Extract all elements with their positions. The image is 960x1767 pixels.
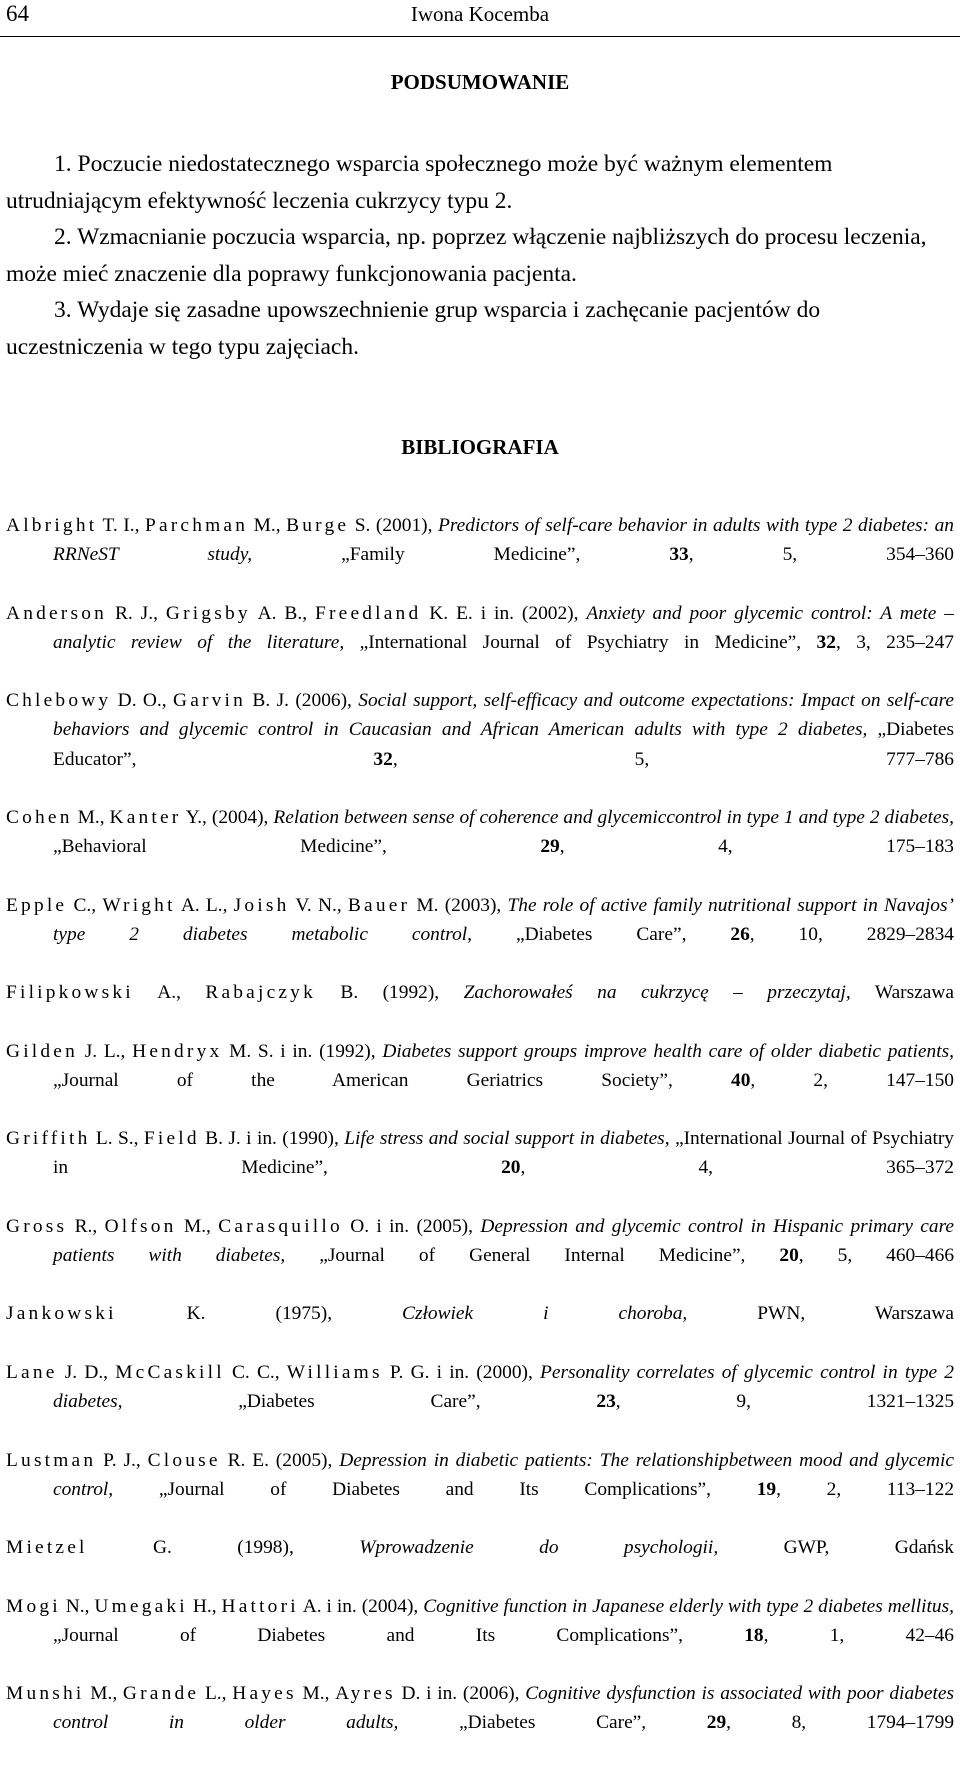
reference-volume: 20 <box>779 1245 799 1267</box>
author-surname: Umegaki <box>94 1595 188 1617</box>
author-details: J. D., <box>57 1361 116 1383</box>
reference-pages: , 5, 777–786 <box>392 748 955 770</box>
author-details: M., <box>72 807 110 829</box>
author-details: J. L., <box>77 1040 133 1062</box>
reference-volume: 40 <box>731 1069 751 1091</box>
author-details: N., <box>60 1595 95 1617</box>
author-surname: Carasquillo <box>218 1215 343 1237</box>
reference-pages: , 10, 2829–2834 <box>749 923 955 945</box>
reference-title: Personality correlates of glycemic control in type 2 diabetes, <box>53 1361 955 1413</box>
reference-volume: 20 <box>501 1157 521 1179</box>
reference-source: „Journal of the American Geriatrics Society”, <box>53 1069 731 1091</box>
reference-title: Cognitive dysfunction is associated with poor diabetes control in older adults, <box>53 1683 954 1734</box>
bibliography-entry <box>6 978 954 1036</box>
author-details: P. G. i in. (2000), <box>382 1361 541 1383</box>
bibliography-entry <box>6 891 954 979</box>
reference-pages: , 8, 1794–1799 <box>726 1712 955 1734</box>
author-details: D. O., <box>111 690 173 712</box>
author-details: C. C., <box>224 1361 287 1383</box>
summary-paragraph-2: 2. Wzmacnianie poczucia wsparcia, np. poprzez włączenie najbliższych do procesu leczenia, może mieć znaczenie dla poprawy funkcjonowania pacjenta. <box>6 224 927 287</box>
reference-source: Warszawa <box>850 982 955 1004</box>
reference-pages: , 2, 113–122 <box>776 1478 955 1500</box>
author-surname: Burge <box>286 515 350 536</box>
summary-heading: PODSUMOWANIE <box>390 70 570 94</box>
summary-section <box>6 146 954 366</box>
author-surname: Filipkowski <box>6 982 134 1004</box>
author-surname: Cohen <box>6 807 73 829</box>
author-details: K. (1975), <box>116 1303 403 1325</box>
bibliography-entry <box>6 803 954 891</box>
author-details: M. (2003), <box>410 894 508 916</box>
reference-source: „International Journal of Psychiatry in Medicine”, <box>344 631 817 653</box>
reference-title: Cognitive function in Japanese elderly with type 2 diabetes mellitus, <box>423 1595 954 1617</box>
author-surname: Chlebowy <box>6 690 112 712</box>
reference-source: „Journal of General Internal Medicine”, <box>285 1245 780 1267</box>
author-surname: Lustman <box>6 1449 97 1471</box>
author-surname: Mietzel <box>6 1537 88 1559</box>
author-surname: Hayes <box>232 1683 297 1705</box>
author-surname: Gross <box>6 1215 68 1237</box>
reference-title: Człowiek i choroba, <box>402 1303 688 1325</box>
reference-volume: 33 <box>669 544 689 566</box>
bibliography-heading: BIBLIOGRAFIA <box>401 435 559 459</box>
bibliography-entry <box>6 599 954 687</box>
bibliography-entry <box>6 1037 954 1125</box>
reference-volume: 29 <box>540 836 560 858</box>
author-details: L. S., <box>90 1128 144 1150</box>
bibliography-entry <box>6 686 954 803</box>
reference-source: „Diabetes Educator”, <box>53 719 954 770</box>
author-details: R. J., <box>107 602 166 624</box>
reference-source: „Behavioral Medicine”, <box>53 836 541 858</box>
reference-volume: 23 <box>596 1391 616 1413</box>
bibliography-entry <box>6 1212 954 1300</box>
author-details: T. I., <box>97 515 145 536</box>
reference-title: Zachorowałeś na cukrzycę – przeczytaj, <box>463 982 851 1004</box>
reference-source: „Family Medicine”, <box>252 544 670 566</box>
reference-source: PWN, Warszawa <box>687 1303 954 1325</box>
author-surname: Field <box>143 1128 200 1150</box>
reference-pages: , 5, 460–466 <box>798 1245 955 1267</box>
author-details: G. (1998), <box>87 1537 360 1559</box>
author-details: D. i in. (2006), <box>395 1683 526 1705</box>
author-surname: Kanter <box>109 807 182 829</box>
summary-paragraph-3: 3. Wydaje się zasadne upowszechnienie grup wsparcia i zachęcanie pacjentów do uczestniczenia w tego typu zajęciach. <box>6 297 821 360</box>
running-head: Iwona Kocemba <box>410 2 550 26</box>
reference-title: Diabetes support groups improve health care of older diabetic patients, <box>382 1040 955 1062</box>
author-details: B. (1992), <box>315 982 464 1004</box>
page-number: 64 <box>6 1 29 26</box>
reference-title: Anxiety and poor glycemic control: A mete – analytic review of the literature, <box>53 602 954 653</box>
reference-pages: , 3, 235–247 <box>835 631 955 653</box>
reference-source: „International Journal of Psychiatry in Medicine”, <box>53 1128 954 1179</box>
author-details: H., <box>187 1595 222 1617</box>
bibliography-list <box>6 511 954 1767</box>
author-surname: Grande <box>122 1683 200 1705</box>
reference-source: „Diabetes Care”, <box>398 1712 707 1734</box>
author-surname: Olfson <box>104 1215 177 1237</box>
bibliography-entry <box>6 1446 954 1534</box>
author-surname: Lane <box>6 1361 58 1383</box>
reference-title: The role of active family nutritional support in Navajos’ type 2 diabetes metabolic control, <box>53 894 955 945</box>
bibliography-entry <box>6 1679 954 1767</box>
reference-title: Relation between sense of coherence and glycemiccontrol in type 1 and type 2 diabetes, <box>273 807 954 829</box>
author-details: C., <box>67 894 103 916</box>
author-details: R., <box>67 1215 105 1237</box>
reference-volume: 32 <box>373 748 393 770</box>
bibliography-entry <box>6 511 954 599</box>
author-details: M. S. i in. (1992), <box>222 1040 383 1062</box>
author-surname: Wright <box>102 894 176 916</box>
author-details: A. B., <box>250 602 315 624</box>
reference-pages: , 1, 42–46 <box>763 1624 955 1646</box>
author-details: S. (2001), <box>349 515 438 536</box>
author-surname: Grigsby <box>165 602 251 624</box>
reference-title: Depression in diabetic patients: The relationshipbetween mood and glycemic control, <box>53 1449 954 1500</box>
reference-title: Social support, self-efficacy and outcome expectations: Impact on self-care behaviors and glycemic control in Caucasian and African American adults with type 2 diabetes, <box>53 690 955 741</box>
bibliography-entry <box>6 1592 954 1680</box>
author-details: A. i in. (2004), <box>298 1595 424 1617</box>
author-surname: Freedland <box>315 602 422 624</box>
summary-paragraph-1: 1. Poczucie niedostatecznego wsparcia społecznego może być ważnym elementem utrudniającym efektywność leczenia cukrzycy typu 2. <box>6 151 833 214</box>
bibliography-entry <box>6 1533 954 1591</box>
author-details: Y., (2004), <box>181 807 274 829</box>
reference-volume: 29 <box>706 1712 727 1734</box>
author-details: A. L., <box>175 894 234 916</box>
author-surname: Albright <box>6 515 98 536</box>
reference-title: Wprowadzenie do psychologii, <box>359 1537 719 1559</box>
author-surname: Hendryx <box>132 1040 223 1062</box>
author-surname: Ayres <box>335 1683 396 1705</box>
author-surname: Gilden <box>6 1040 78 1062</box>
reference-title: Depression and glycemic control in Hispanic primary care patients with diabetes, <box>53 1215 955 1267</box>
author-surname: Williams <box>286 1361 383 1383</box>
author-details: K. E. i in. (2002), <box>421 602 587 624</box>
reference-source: „Journal of Diabetes and Its Complications”, <box>53 1624 745 1646</box>
bibliography-entry <box>6 1358 954 1446</box>
reference-pages: , 2, 147–150 <box>750 1069 954 1091</box>
reference-source: „Diabetes Care”, <box>122 1391 597 1413</box>
author-surname: Epple <box>6 894 68 916</box>
author-surname: Parchman <box>144 515 249 536</box>
author-surname: Bauer <box>347 894 411 916</box>
reference-pages: , 4, 175–183 <box>559 836 954 858</box>
reference-pages: , 5, 354–360 <box>688 544 954 566</box>
author-surname: Anderson <box>6 602 107 624</box>
author-details: A., <box>133 982 206 1004</box>
author-details: B. J. i in. (1990), <box>199 1128 345 1150</box>
reference-volume: 19 <box>756 1478 777 1500</box>
author-surname: Joish <box>233 894 290 916</box>
bibliography-entry <box>6 1299 954 1357</box>
author-surname: Munshi <box>6 1683 85 1705</box>
author-surname: Griffith <box>6 1128 91 1150</box>
author-details: V. N., <box>289 894 348 916</box>
reference-volume: 26 <box>730 923 750 945</box>
author-surname: Garvin <box>173 690 247 712</box>
reference-volume: 18 <box>744 1624 764 1646</box>
reference-pages: , 4, 365–372 <box>520 1157 954 1179</box>
author-details: M., <box>248 515 287 536</box>
reference-title: Life stress and social support in diabetes, <box>344 1128 670 1150</box>
reference-title: Predictors of self-care behavior in adults with type 2 diabetes: an RRNeST study, <box>53 515 954 566</box>
reference-pages: , 9, 1321–1325 <box>615 1391 955 1413</box>
bibliography-entry <box>6 1124 954 1212</box>
header-rule <box>0 36 960 37</box>
author-surname: Hattori <box>221 1595 299 1617</box>
reference-source: „Journal of Diabetes and Its Complications”, <box>113 1478 757 1500</box>
author-details: M., <box>176 1215 219 1237</box>
author-details: L., <box>199 1683 233 1705</box>
author-details: M., <box>296 1683 336 1705</box>
author-details: P. J., <box>96 1449 148 1471</box>
author-surname: Rabajczyk <box>205 982 316 1004</box>
author-surname: Clouse <box>147 1449 221 1471</box>
reference-source: GWP, Gdańsk <box>718 1537 954 1559</box>
author-surname: McCaskill <box>115 1361 225 1383</box>
reference-source: „Diabetes Care”, <box>472 923 731 945</box>
author-details: O. i in. (2005), <box>342 1215 481 1237</box>
author-details: M., <box>84 1683 123 1705</box>
author-details: R. E. (2005), <box>220 1449 340 1471</box>
page-header <box>0 0 960 40</box>
author-surname: Mogi <box>6 1595 61 1617</box>
reference-volume: 32 <box>816 631 836 653</box>
author-surname: Jankowski <box>6 1303 117 1325</box>
author-details: B. J. (2006), <box>246 690 359 712</box>
